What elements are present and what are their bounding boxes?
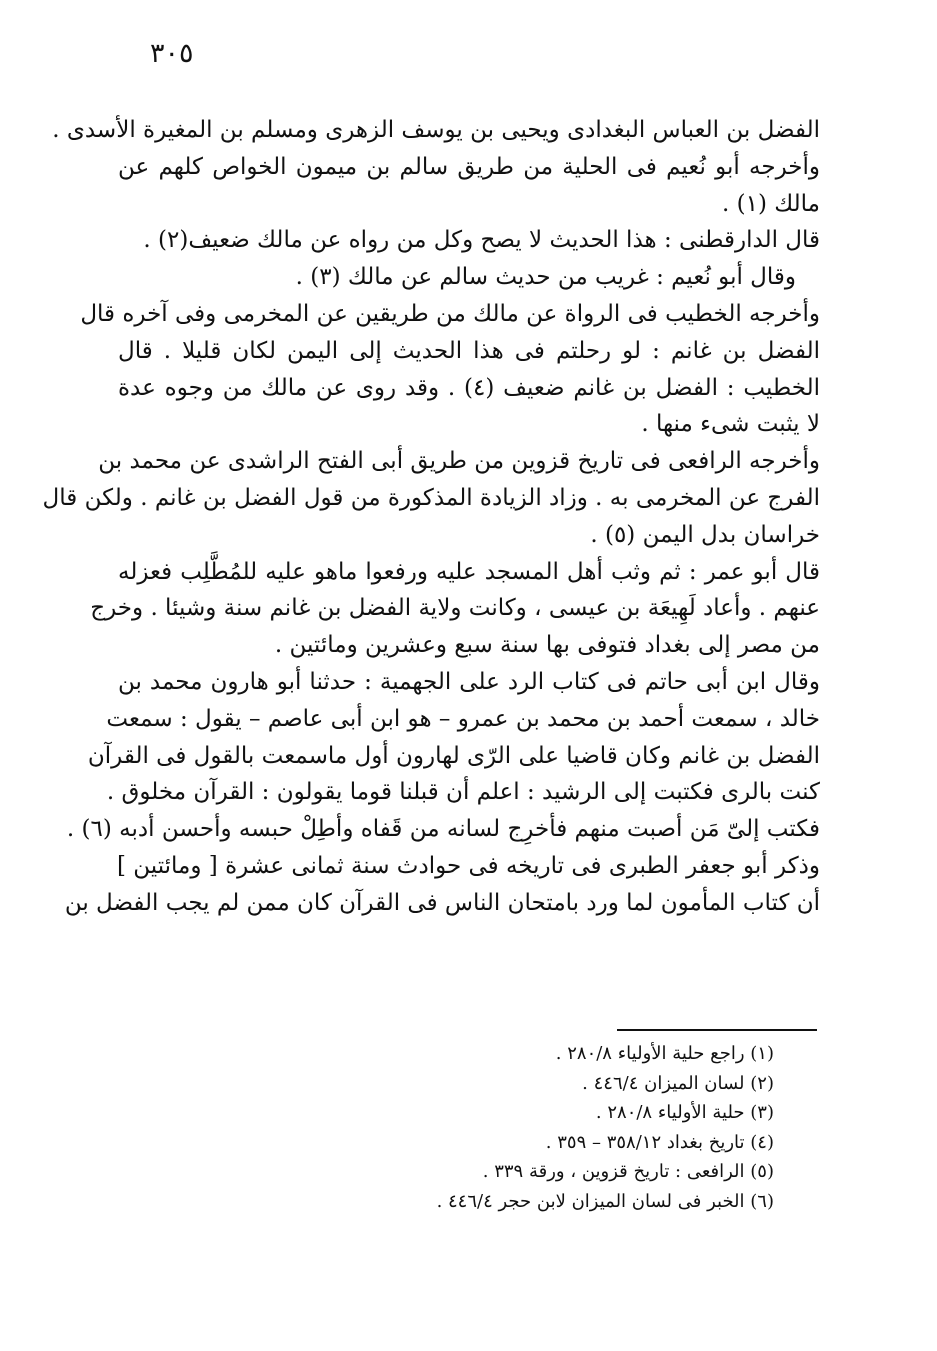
text-line: الفرج عن المخرمى به . وزاد الزيادة المذكورة من قول الفضل بن غانم . ولكن قال [42, 484, 820, 511]
text-line: قال الدارقطنى : هذا الحديث لا يصح وكل من رواه عن مالك ضعيف(٢) . [143, 227, 820, 254]
text-line: خالد ، سمعت أحمد بن محمد بن عمرو – هو ابن أبى عاصم – يقول : سمعت [106, 705, 820, 732]
footnote: (١) راجع حلية الأولياء ٢٨٠/٨ . [555, 1043, 774, 1064]
text-line: الفضل بن غانم وكان قاضيا على الرّى لهارون أول ماسمعت بالقول فى القرآن [87, 742, 820, 769]
text-line: قال أبو عمر : ثم وثب أهل المسجد عليه ورفعوا ماهو عليه للمُطَّلِب فعزله [118, 558, 820, 585]
footnote: (٢) لسان الميزان ٤٤٦/٤ . [582, 1072, 774, 1094]
text-line: من مصر إلى بغداد فتوفى بها سنة سبع وعشرين ومائتين . [274, 632, 820, 659]
text-line: خراسان بدل اليمن (٥) . [590, 521, 820, 548]
text-line: الفضل بن غانم : لو رحلتم فى هذا الحديث إلى اليمن لكان قليلا . قال [118, 337, 820, 364]
text-line: وأخرجه أبو نُعيم فى الحلية من طريق سالم بن ميمون الخواص كلهم عن [118, 153, 820, 180]
footnotes [254, 1039, 774, 1216]
text-line: وقال أبو نُعيم : غريب من حديث سالم عن مالك (٣) . [295, 264, 796, 291]
text-line: كنت بالرى فكتبت إلى الرشيد : اعلم أن قبلنا قوما يقولون : القرآن مخلوق . [106, 779, 820, 806]
text-line: الخطيب : الفضل بن غانم ضعيف (٤) . وقد روى عن مالك من وجوه عدة [118, 374, 820, 401]
text-line: مالك (١) . [722, 190, 820, 217]
page-number: ٣٠٥ [150, 38, 194, 69]
footnote-separator [617, 1029, 817, 1031]
footnote: (٣) حلية الأولياء ٢٨٠/٨ . [595, 1102, 774, 1123]
text-line: لا يثبت شىء منها . [641, 411, 820, 438]
footnote: (٤) تاريخ بغداد ٣٥٨/١٢ – ٣٥٩ . [545, 1131, 774, 1153]
body-text [42, 112, 820, 922]
text-line: وذكر أبو جعفر الطبرى فى تاريخه فى حوادث سنة ثمانى عشرة [ ومائتين ] [116, 852, 820, 879]
text-line: الفضل بن العباس البغدادى ويحيى بن يوسف الزهرى ومسلم بن المغيرة الأسدى . [52, 117, 820, 143]
text-line: وأخرجه الرافعى فى تاريخ قزوين من طريق أبى الفتح الراشدى عن محمد بن [98, 448, 820, 475]
text-line: عنهم . وأعاد لَهِيعَة بن عيسى ، وكانت ولاية الفضل بن غانم سنة وشيئا . وخرج [90, 595, 820, 622]
footnote: (٥) الرافعى : تاريخ قزوين ، ورقة ٣٣٩ . [482, 1161, 774, 1182]
text-line: وأخرجه الخطيب فى الرواة عن مالك من طريقين عن المخرمى وفى آخره قال [80, 300, 820, 327]
text-line: أن كتاب المأمون لما ورد بامتحان الناس فى القرآن كان ممن لم يجب الفضل بن [64, 889, 820, 916]
text-line: فكتب إلىّ مَن أصبت منهم فأخرِج لسانه من قَفاه وأطِلْ حبسه وأحسن أدبه (٦) . [66, 816, 820, 843]
footnote: (٦) الخبر فى لسان الميزان لابن حجر ٤٤٦/٤ . [436, 1190, 774, 1212]
text-line: وقال ابن أبى حاتم فى كتاب الرد على الجهمية : حدثنا أبو هارون محمد بن [118, 668, 820, 695]
